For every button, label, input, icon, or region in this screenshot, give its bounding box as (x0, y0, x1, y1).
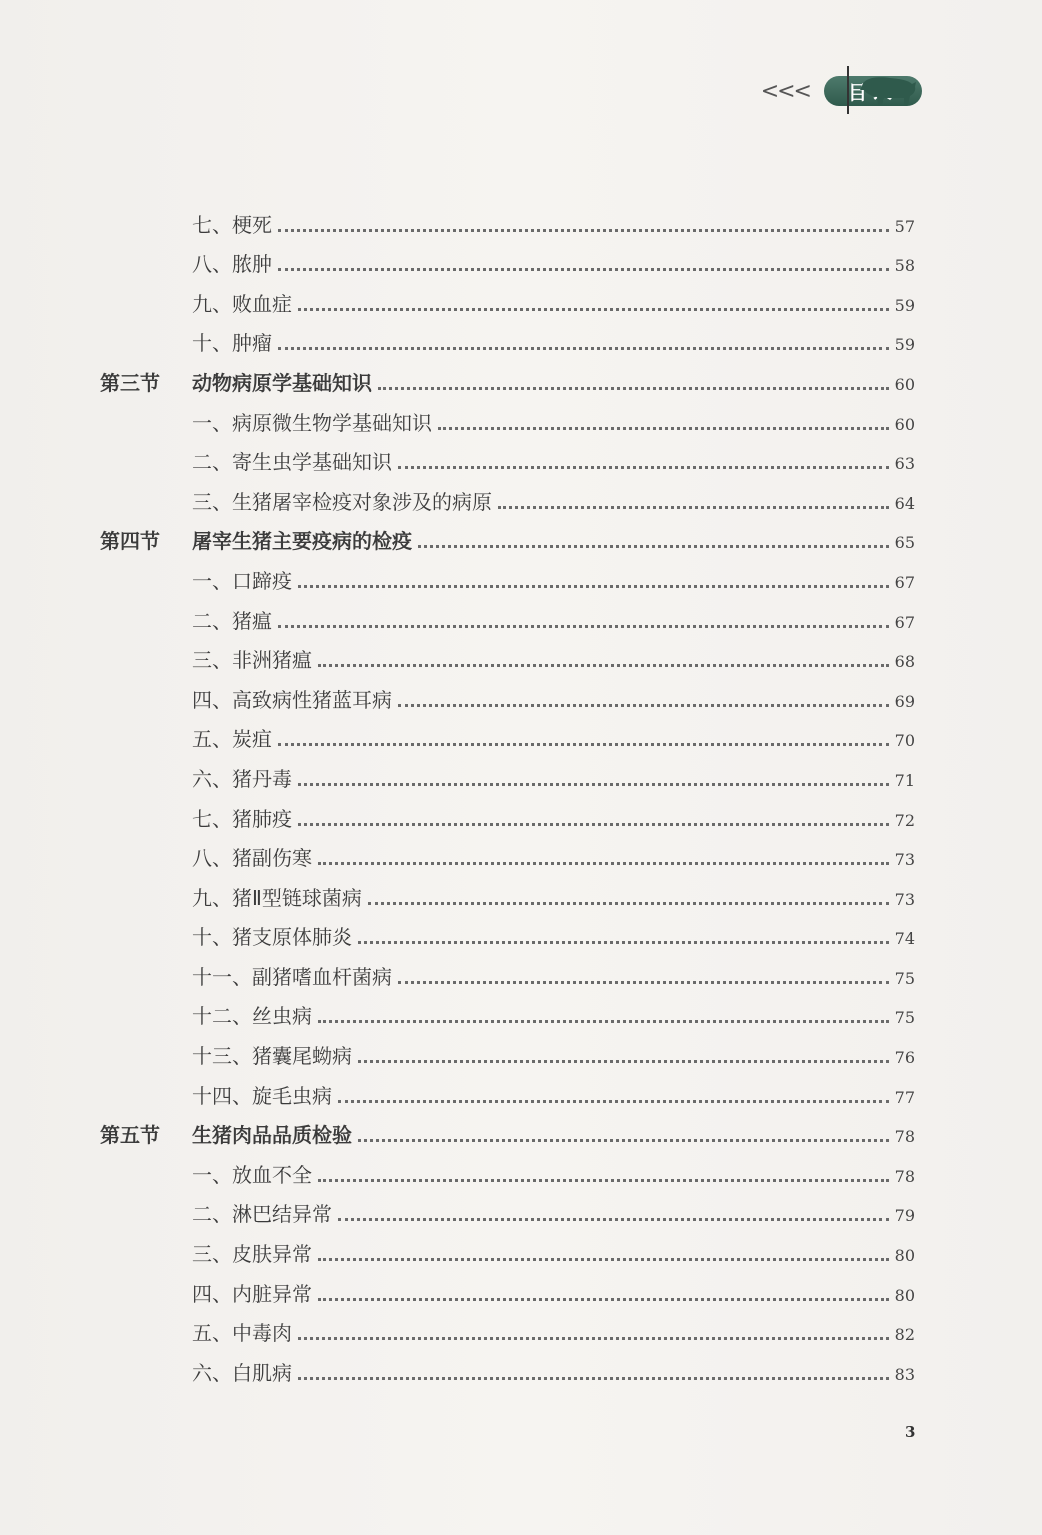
dot-leader (298, 307, 889, 311)
dot-leader (278, 228, 889, 232)
table-of-contents (100, 198, 915, 1386)
dot-leader (318, 861, 889, 865)
dot-leader (318, 1257, 889, 1261)
toc-page-number: 79 (894, 1206, 915, 1226)
toc-entry-title: 九、败血症 (192, 291, 292, 316)
dot-leader (318, 663, 889, 667)
toc-page-number: 67 (894, 572, 915, 592)
toc-page-number: 63 (894, 454, 915, 474)
toc-page-number: 73 (894, 889, 915, 909)
toc-page-number: 65 (894, 533, 915, 553)
toc-page-number: 70 (894, 731, 915, 751)
toc-entry-row[interactable] (100, 673, 915, 713)
toc-entry-title: 十四、旋毛虫病 (192, 1083, 332, 1108)
toc-entry-row[interactable] (100, 475, 915, 515)
toc-entry-row[interactable] (100, 1188, 915, 1228)
toc-entry-title: 七、梗死 (192, 212, 272, 237)
toc-entry-row[interactable] (100, 198, 915, 238)
toc-entry-row[interactable] (100, 1307, 915, 1347)
toc-entry-row[interactable] (100, 238, 915, 278)
toc-page-number: 68 (894, 652, 915, 672)
toc-page-number: 59 (894, 335, 915, 355)
toc-page-number: 67 (894, 612, 915, 632)
header-divider (847, 66, 849, 114)
toc-entry-row[interactable] (100, 436, 915, 476)
dot-leader (438, 426, 889, 430)
toc-entry-title: 生猪肉品品质检验 (192, 1123, 352, 1148)
toc-page-number: 74 (894, 929, 915, 949)
toc-entry-title: 一、病原微生物学基础知识 (192, 410, 432, 435)
toc-entry-row[interactable] (100, 911, 915, 951)
toc-entry-title: 四、高致病性猪蓝耳病 (192, 687, 392, 712)
toc-page-number: 83 (894, 1364, 915, 1384)
toc-page-number: 59 (894, 295, 915, 315)
section-number: 第五节 (100, 1123, 160, 1148)
dot-leader (368, 901, 889, 905)
dot-leader (358, 940, 889, 944)
toc-page-number: 80 (894, 1285, 915, 1305)
toc-entry-row[interactable] (100, 1346, 915, 1386)
dot-leader (338, 1217, 889, 1221)
toc-entry-title: 十二、丝虫病 (192, 1004, 312, 1029)
pig-icon (858, 72, 918, 108)
toc-entry-title: 五、中毒肉 (192, 1321, 292, 1346)
toc-entry-title: 二、猪瘟 (192, 608, 272, 633)
toc-page-number: 60 (894, 374, 915, 394)
toc-entry-title: 十一、副猪嗜血杆菌病 (192, 964, 392, 989)
dot-leader (298, 1376, 889, 1380)
toc-page-number: 77 (894, 1087, 915, 1107)
toc-page-number: 75 (894, 1008, 915, 1028)
page-number: 3 (905, 1423, 916, 1441)
toc-entry-row[interactable] (100, 1069, 915, 1109)
dot-leader (278, 624, 889, 628)
toc-entry-title: 二、淋巴结异常 (192, 1202, 332, 1227)
toc-page-number: 71 (894, 770, 915, 790)
toc-entry-title: 屠宰生猪主要疫病的检疫 (192, 529, 412, 554)
toc-entry-title: 一、放血不全 (192, 1162, 312, 1187)
toc-entry-title: 九、猪Ⅱ型链球菌病 (192, 885, 362, 910)
toc-page-number: 58 (894, 256, 915, 276)
toc-entry-title: 八、猪副伤寒 (192, 846, 312, 871)
dot-leader (398, 980, 889, 984)
toc-section-row[interactable] (100, 356, 915, 396)
toc-page-number: 82 (894, 1325, 915, 1345)
toc-entry-title: 三、非洲猪瘟 (192, 648, 312, 673)
toc-entry-row[interactable] (100, 950, 915, 990)
toc-page-number: 78 (894, 1127, 915, 1147)
toc-entry-row[interactable] (100, 832, 915, 872)
dot-leader (278, 742, 889, 746)
toc-entry-title: 五、炭疽 (192, 727, 272, 752)
toc-page-number: 60 (894, 414, 915, 434)
toc-entry-row[interactable] (100, 317, 915, 357)
dot-leader (278, 346, 889, 350)
toc-entry-title: 十、肿瘤 (192, 331, 272, 356)
dot-leader (418, 544, 889, 548)
toc-entry-title: 十、猪支原体肺炎 (192, 925, 352, 950)
dot-leader (318, 1297, 889, 1301)
toc-entry-title: 三、生猪屠宰检疫对象涉及的病原 (192, 489, 492, 514)
toc-entry-row[interactable] (100, 792, 915, 832)
toc-entry-row[interactable] (100, 594, 915, 634)
dot-leader (398, 465, 889, 469)
toc-entry-row[interactable] (100, 1029, 915, 1069)
toc-page-number: 75 (894, 968, 915, 988)
toc-page-number: 73 (894, 850, 915, 870)
toc-section-row[interactable] (100, 1109, 915, 1149)
toc-section-row[interactable] (100, 515, 915, 555)
toc-entry-title: 十三、猪囊尾蚴病 (192, 1044, 352, 1069)
arrows-decoration: <<< (760, 78, 810, 104)
toc-page-number: 69 (894, 691, 915, 711)
toc-entry-row[interactable] (100, 871, 915, 911)
dot-leader (298, 822, 889, 826)
dot-leader (318, 1178, 889, 1182)
toc-entry-title: 一、口蹄疫 (192, 568, 292, 593)
toc-page-number: 78 (894, 1166, 915, 1186)
toc-entry-row[interactable] (100, 1227, 915, 1267)
dot-leader (378, 386, 889, 390)
dot-leader (298, 782, 889, 786)
section-number: 第三节 (100, 370, 160, 395)
dot-leader (358, 1059, 889, 1063)
dot-leader (338, 1099, 889, 1103)
toc-entry-title: 三、皮肤异常 (192, 1242, 312, 1267)
toc-entry-row[interactable] (100, 990, 915, 1030)
toc-entry-row[interactable] (100, 1267, 915, 1307)
toc-entry-title: 动物病原学基础知识 (192, 370, 372, 395)
toc-page-number: 57 (894, 216, 915, 236)
toc-entry-row[interactable] (100, 554, 915, 594)
toc-entry-title: 七、猪肺疫 (192, 806, 292, 831)
toc-page-number: 64 (894, 493, 915, 513)
toc-page-number: 76 (894, 1048, 915, 1068)
toc-entry-title: 六、猪丹毒 (192, 766, 292, 791)
dot-leader (318, 1019, 889, 1023)
toc-entry-row[interactable] (100, 752, 915, 792)
toc-entry-title: 四、内脏异常 (192, 1281, 312, 1306)
dot-leader (358, 1138, 889, 1142)
toc-entry-title: 二、寄生虫学基础知识 (192, 450, 392, 475)
dot-leader (298, 584, 889, 588)
dot-leader (498, 505, 889, 509)
dot-leader (278, 267, 889, 271)
toc-entry-row[interactable] (100, 396, 915, 436)
toc-page-number: 80 (894, 1246, 915, 1266)
toc-entry-row[interactable] (100, 713, 915, 753)
toc-entry-title: 八、脓肿 (192, 252, 272, 277)
toc-entry-row[interactable] (100, 1148, 915, 1188)
toc-entry-title: 六、白肌病 (192, 1360, 292, 1385)
section-number: 第四节 (100, 529, 160, 554)
toc-entry-row[interactable] (100, 277, 915, 317)
toc-entry-row[interactable] (100, 634, 915, 674)
dot-leader (398, 703, 889, 707)
toc-page-number: 72 (894, 810, 915, 830)
dot-leader (298, 1336, 889, 1340)
